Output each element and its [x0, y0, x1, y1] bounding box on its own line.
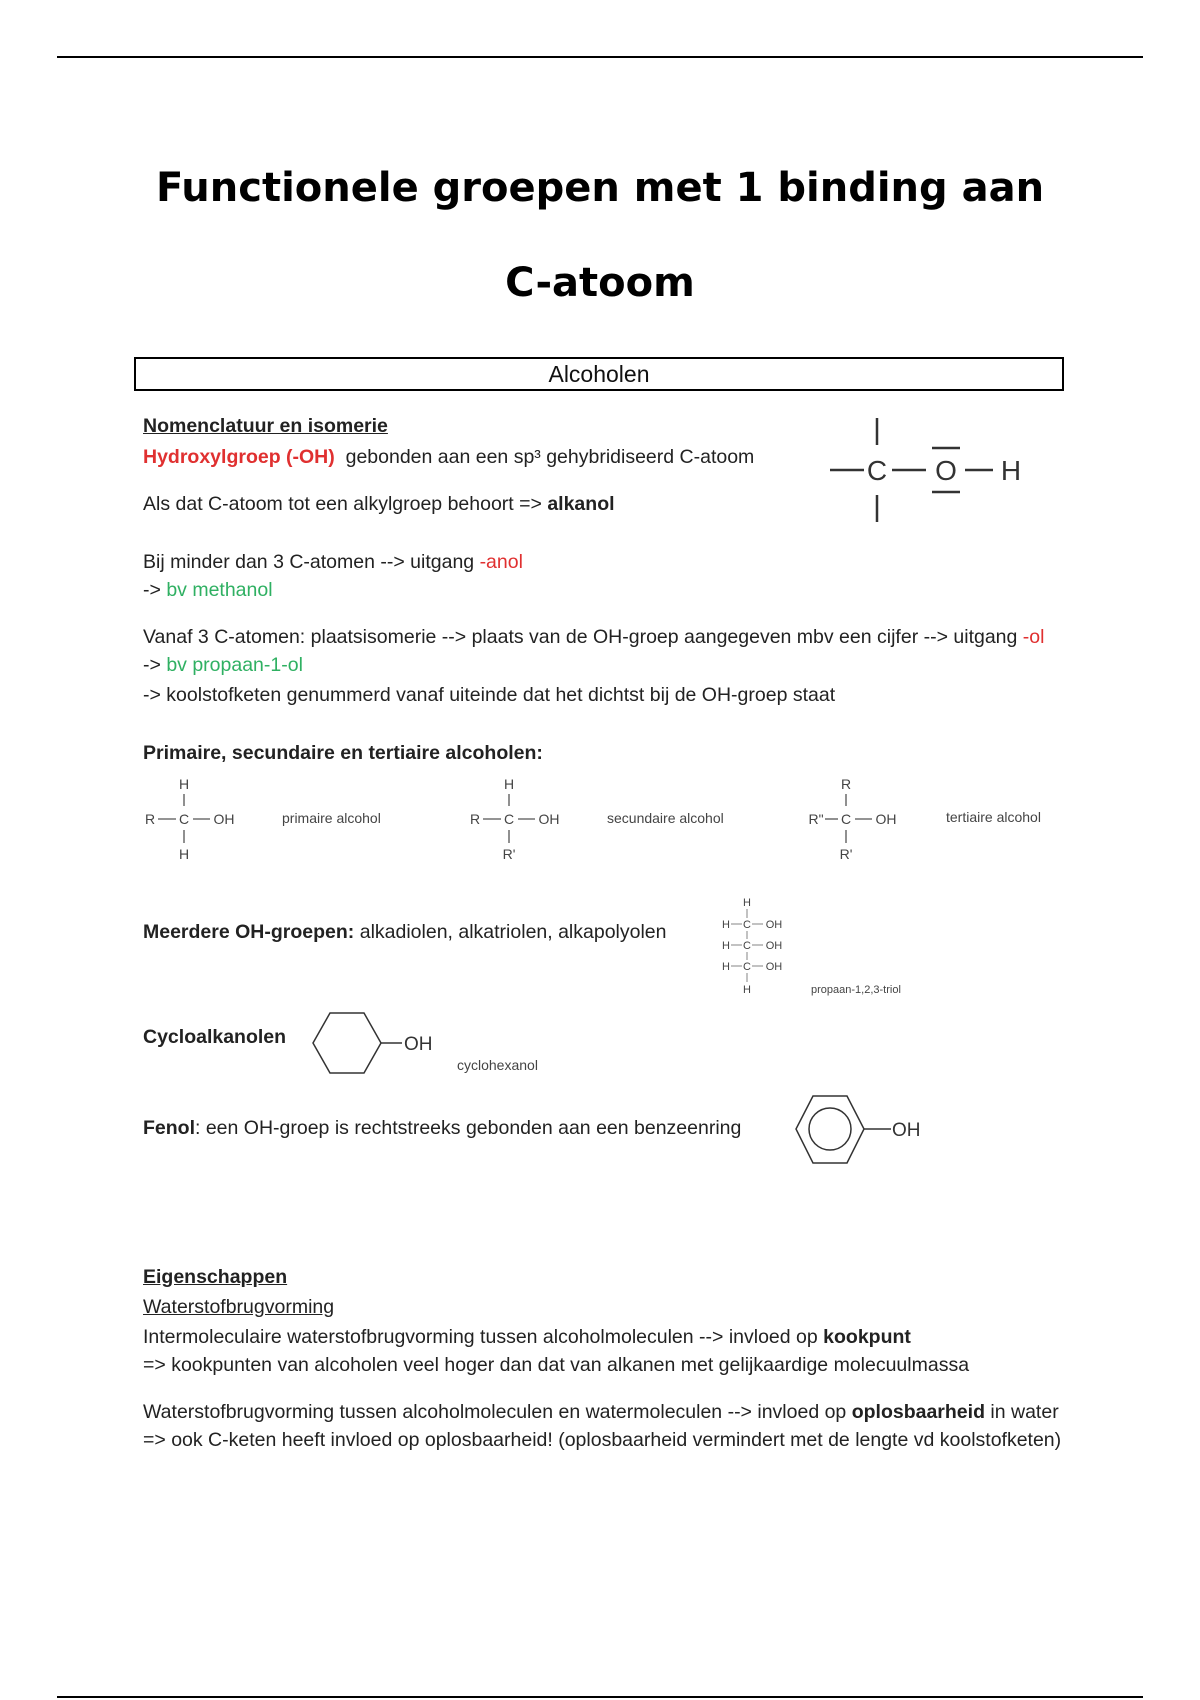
hydroxyl-term: Hydroxylgroep (-OH): [143, 446, 335, 468]
nomenclature-heading: Nomenclatuur en isomerie: [143, 415, 388, 437]
glycerol-c-3: C: [743, 961, 751, 973]
cyclohexanol-label: cyclohexanol: [457, 1057, 538, 1073]
from3-line: [143, 626, 1044, 649]
glycerol-h-2: H: [722, 940, 730, 952]
glycerol-structure: [718, 895, 808, 999]
tertiary-right-group: OH: [875, 811, 897, 827]
properties-line-4: => ook C-keten heeft invloed op oplosbaarheid! (oplosbaarheid vermindert met de lengte vd koolstofketen): [143, 1429, 1062, 1451]
struct-o-label: O: [935, 455, 957, 486]
page-title-line-2: C-atoom: [505, 260, 695, 306]
from3-example-line: [143, 654, 303, 677]
section-header-box: Alcoholen: [134, 357, 1064, 391]
properties-line-1: [143, 1326, 911, 1349]
less3-example: bv methanol: [166, 579, 273, 601]
less3-example-line: [143, 579, 273, 602]
less3-text: Bij minder dan 3 C-atomen --> uitgang: [143, 551, 475, 573]
glycerol-h-3: H: [722, 961, 730, 973]
primary-left-atom: R: [144, 811, 156, 827]
properties-line-3: [143, 1401, 1059, 1424]
glycerol-h-1: H: [722, 919, 730, 931]
solubility-term: oplosbaarheid: [851, 1401, 985, 1423]
phenol-oh-label: OH: [892, 1120, 921, 1141]
page-title-line-1: Functionele groepen met 1 binding aan: [155, 165, 1045, 211]
cyclo-term: Cycloalkanolen: [143, 1026, 287, 1048]
primary-alcohol-structure: [140, 773, 240, 863]
tertiary-left-atom: R": [808, 811, 824, 827]
glycerol-bottom-h: H: [743, 984, 751, 996]
tertiary-top-atom: R: [840, 776, 852, 792]
polyols-text: alkadiolen, alkatriolen, alkapolyolen: [359, 921, 667, 943]
primary-alcohol-label: primaire alcohol: [282, 810, 381, 826]
solubility-text: Waterstofbrugvorming tussen alcoholmoleculen en watermoleculen --> invloed op: [143, 1401, 847, 1423]
tertiary-bottom-atom: R': [839, 846, 853, 862]
numbering-line: -> koolstofketen genummerd vanaf uiteinde dat het dichtst bij de OH-groep staat: [143, 684, 836, 706]
glycerol-c-2: C: [743, 940, 751, 952]
hydroxyl-structure-diagram: [826, 416, 1026, 526]
less3-line: [143, 551, 523, 574]
hydroxyl-line: [143, 446, 754, 469]
bottom-rule: [57, 1696, 1143, 1698]
from3-example: bv propaan-1-ol: [166, 654, 303, 676]
tertiary-alcohol-label: tertiaire alcohol: [946, 809, 1041, 825]
glycerol-label: propaan-1,2,3-triol: [811, 984, 901, 996]
top-rule: [57, 56, 1143, 58]
cyclohexanol-oh-label: OH: [404, 1034, 433, 1055]
hbond-subheading: Waterstofbrugvorming: [143, 1296, 335, 1318]
alkanol-line: [143, 493, 615, 516]
boiling-text: Intermoleculaire waterstofbrugvorming tussen alcoholmoleculen --> invloed op: [143, 1326, 818, 1348]
secondary-right-group: OH: [538, 811, 560, 827]
alkanol-term: alkanol: [547, 493, 615, 515]
classes-heading: Primaire, secundaire en tertiaire alcoholen:: [143, 742, 543, 764]
from3-arrow: ->: [143, 654, 161, 676]
primary-bottom-atom: H: [178, 846, 190, 862]
tertiary-center-atom: C: [840, 811, 852, 827]
secondary-alcohol-structure: [465, 773, 565, 863]
alkanol-text: Als dat C-atoom tot een alkylgroep behoort =>: [143, 493, 542, 515]
glycerol-oh-3: OH: [765, 961, 783, 973]
phenol-line: [143, 1117, 741, 1140]
solubility-end: in water: [990, 1401, 1059, 1423]
less3-suffix: -anol: [479, 551, 523, 573]
polyols-line: [143, 921, 667, 944]
polyols-term: Meerdere OH-groepen:: [143, 921, 355, 943]
secondary-left-atom: R: [469, 811, 481, 827]
cyclohexanol-structure: [315, 1008, 445, 1078]
secondary-center-atom: C: [503, 811, 515, 827]
less3-arrow: ->: [143, 579, 161, 601]
tertiary-alcohol-structure: [802, 773, 902, 863]
secondary-bottom-atom: R': [502, 846, 516, 862]
from3-suffix: -ol: [1022, 626, 1045, 648]
phenol-term: Fenol: [143, 1117, 195, 1139]
phenol-structure: [795, 1091, 935, 1171]
primary-right-group: OH: [213, 811, 235, 827]
secondary-alcohol-label: secundaire alcohol: [607, 810, 724, 826]
glycerol-oh-1: OH: [765, 919, 783, 931]
boiling-term: kookpunt: [823, 1326, 911, 1348]
from3-text: Vanaf 3 C-atomen: plaatsisomerie --> plaats van de OH-groep aangegeven mbv een cijfer --> uitgang: [143, 626, 1018, 648]
glycerol-oh-2: OH: [765, 940, 783, 952]
properties-heading: Eigenschappen: [143, 1266, 288, 1288]
glycerol-top-h: H: [743, 897, 751, 909]
primary-center-atom: C: [178, 811, 190, 827]
primary-top-atom: H: [178, 776, 190, 792]
hydroxyl-text: gebonden aan een sp³ gehybridiseerd C-atoom: [345, 446, 755, 468]
glycerol-c-1: C: [743, 919, 751, 931]
properties-line-2: => kookpunten van alcoholen veel hoger dan dat van alkanen met gelijkaardige molecuulmassa: [143, 1354, 970, 1376]
phenol-text: : een OH-groep is rechtstreeks gebonden aan een benzeenring: [195, 1117, 742, 1139]
struct-c-label: C: [866, 455, 888, 486]
struct-h-label: H: [1000, 455, 1022, 486]
secondary-top-atom: H: [503, 776, 515, 792]
